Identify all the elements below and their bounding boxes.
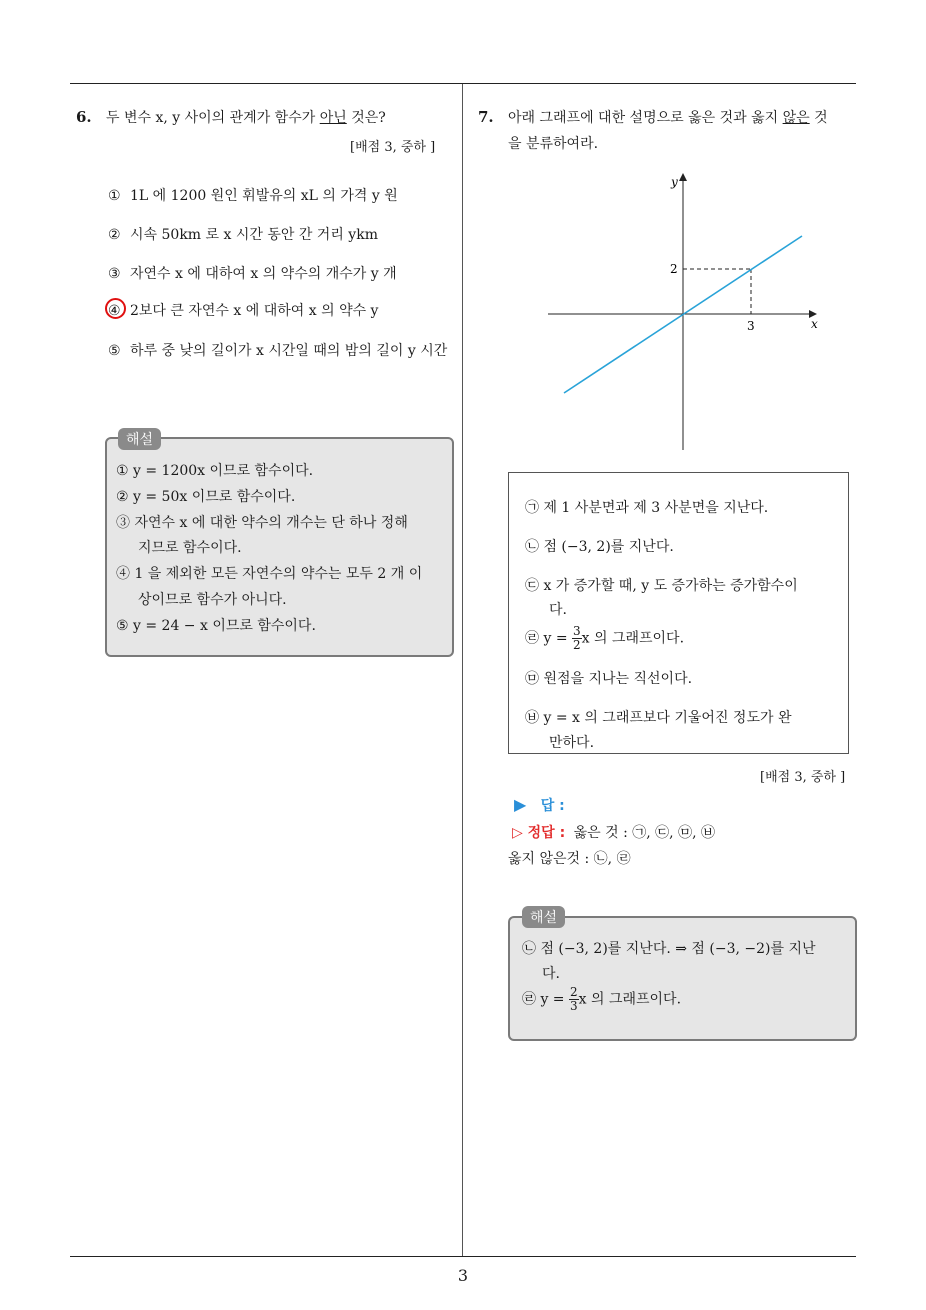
q6-choice-1[interactable] <box>108 184 453 208</box>
q7-number: 7. <box>478 108 494 126</box>
q6-text-underlined: 아닌 <box>319 110 347 126</box>
q7-text-post: 것 <box>809 110 828 126</box>
answer-row <box>514 795 565 815</box>
statement-mark: ㉢ <box>525 578 539 594</box>
choice-mark: ⑤ <box>108 343 121 359</box>
q7-solution-line-3 <box>522 986 681 1013</box>
q6-choice-3[interactable] <box>108 262 453 286</box>
q6-choice-2[interactable] <box>108 223 453 247</box>
q6-text-post: 것은? <box>346 110 386 126</box>
statement-1 <box>525 496 835 520</box>
q6-score-meta: [배점 3, 중하 ] <box>350 140 436 155</box>
statement-2 <box>525 535 835 559</box>
statement-text-post: x 의 그래프이다. <box>581 630 685 647</box>
wrong-answer-row: 옳지 않은것 : ㉡, ㉣ <box>508 851 631 867</box>
statement-mark: ㉤ <box>525 671 539 687</box>
q6-solution-line-7: ⑤ y = 24 − x 이므로 함수이다. <box>116 618 316 634</box>
fraction-numerator: 3 <box>573 624 581 638</box>
fraction-numerator: 2 <box>570 985 578 999</box>
choice-text: 2보다 큰 자연수 x 에 대하여 x 의 약수 y <box>130 303 379 319</box>
choice-mark: ③ <box>108 266 121 282</box>
q6-question <box>106 106 451 130</box>
statement-mark: ㉥ <box>525 710 539 726</box>
page-number: 3 <box>457 1266 469 1285</box>
x-axis-label: x <box>811 317 818 331</box>
statement-6 <box>525 706 835 730</box>
fraction <box>569 986 579 1013</box>
top-rule <box>70 83 856 84</box>
choice-text: 시속 50km 로 x 시간 동안 간 거리 ykm <box>130 227 378 243</box>
y-tick-label: 2 <box>670 262 678 276</box>
choice-mark: ④ <box>108 303 121 319</box>
statement-text: 원점을 지나는 직선이다. <box>543 671 693 687</box>
statement-mark: ㉡ <box>525 539 539 555</box>
q6-choice-4[interactable] <box>108 299 453 323</box>
q6-number: 6. <box>76 108 92 126</box>
correct-text: 옳은 것 : ㉠, ㉢, ㉤, ㉥ <box>573 825 715 841</box>
choice-mark: ② <box>108 227 121 243</box>
fraction-denominator: 3 <box>570 999 578 1013</box>
q7-solution-tag: 해설 <box>522 906 565 928</box>
y-axis-label: y <box>671 175 678 189</box>
correct-label: ▷ 정답 : <box>512 825 566 841</box>
choice-text: 1L 에 1200 원인 휘발유의 xL 의 가격 y 원 <box>130 188 398 204</box>
fraction-denominator: 2 <box>573 638 581 652</box>
q7-solution-box <box>508 916 857 1041</box>
q7-solution-line-2: 다. <box>542 966 560 982</box>
q6-solution-line-4: 지므로 함수이다. <box>138 540 242 556</box>
q6-solution-line-3: ③ 자연수 x 에 대한 약수의 개수는 단 하나 정해 <box>116 515 408 531</box>
x-tick-label: 3 <box>747 319 755 333</box>
choice-text: 자연수 x 에 대하여 x 의 약수의 개수가 y 개 <box>130 266 397 282</box>
statement-6-cont: 만하다. <box>549 735 595 751</box>
statement-4 <box>525 625 835 652</box>
solution-text-pre: ㉣ y = <box>522 991 569 1008</box>
q6-solution-line-6: 상이므로 함수가 아니다. <box>138 592 287 608</box>
statement-text-pre: y = <box>543 630 572 647</box>
statement-mark: ㉣ <box>525 630 539 647</box>
statement-text: x 가 증가할 때, y 도 증가하는 증가함수이 <box>543 578 798 594</box>
q6-text-pre: 두 변수 x, y 사이의 관계가 함수가 <box>106 110 320 126</box>
q6-solution-line-2: ② y = 50x 이므로 함수이다. <box>116 489 296 505</box>
column-divider <box>462 84 463 1256</box>
statement-5 <box>525 667 835 691</box>
q6-choice-5[interactable] <box>108 339 453 363</box>
q6-solution-tag: 해설 <box>118 428 161 450</box>
q7-score-meta: [배점 3, 중하 ] <box>760 770 846 785</box>
q6-solution-line-1: ① y = 1200x 이므로 함수이다. <box>116 463 314 479</box>
play-triangle-icon: ▶ <box>514 795 527 814</box>
choice-text: 하루 중 낮의 길이가 x 시간일 때의 밤의 길이 y 시간 <box>130 343 448 359</box>
correct-answer-row <box>512 822 715 842</box>
q7-text-pre: 아래 그래프에 대한 설명으로 옳은 것과 옳지 <box>508 110 783 126</box>
q7-question-line-1 <box>508 106 858 130</box>
q7-linear-graph <box>540 168 830 453</box>
statement-text: 점 (−3, 2)를 지난다. <box>543 539 674 555</box>
q7-solution-line-1: ㉡ 점 (−3, 2)를 지난다. ⇒ 점 (−3, −2)를 지난 <box>522 941 816 957</box>
statement-3 <box>525 574 835 598</box>
statement-mark: ㉠ <box>525 500 539 516</box>
answer-label: 답 : <box>540 798 565 814</box>
solution-text-post: x 의 그래프이다. <box>578 991 682 1008</box>
choice-mark: ① <box>108 188 121 204</box>
statement-3-cont: 다. <box>549 602 567 618</box>
q7-text-underlined: 않은 <box>782 110 810 126</box>
statement-text: y = x 의 그래프보다 기울어진 정도가 완 <box>543 710 792 726</box>
statement-text: 제 1 사분면과 제 3 사분면을 지난다. <box>543 500 769 516</box>
q6-solution-line-5: ④ 1 을 제외한 모든 자연수의 약수는 모두 2 개 이 <box>116 566 423 582</box>
bottom-rule <box>70 1256 856 1257</box>
q7-question-line-2: 을 분류하여라. <box>508 136 599 152</box>
fraction <box>572 625 582 652</box>
